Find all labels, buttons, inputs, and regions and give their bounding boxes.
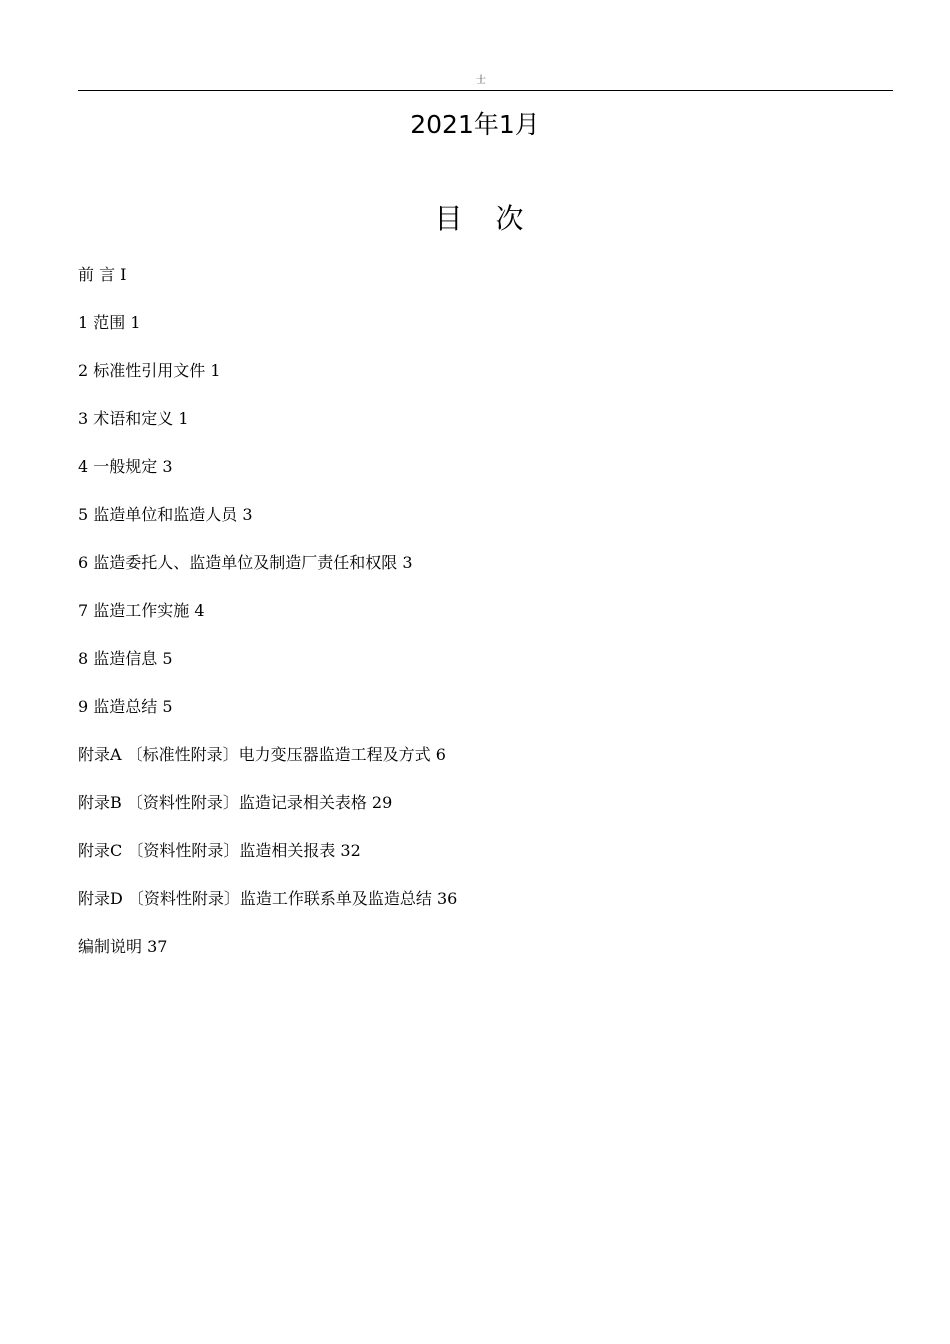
toc-item-supervision-unit-personnel[interactable]: 5 监造单位和监造人员 3	[78, 505, 253, 524]
toc-item-supervision-summary[interactable]: 9 监造总结 5	[78, 697, 173, 716]
toc-item-appendix-d[interactable]: 附录D 〔资料性附录〕监造工作联系单及监造总结 36	[78, 889, 458, 908]
toc-title: 目 次	[434, 202, 536, 235]
toc-list	[78, 262, 457, 982]
toc-item-terms-definitions[interactable]: 3 术语和定义 1	[78, 409, 189, 428]
date-line: 2021年1月	[410, 110, 540, 139]
toc-item-supervision-information[interactable]: 8 监造信息 5	[78, 649, 173, 668]
toc-item-appendix-a[interactable]: 附录A 〔标准性附录〕电力变压器监造工程及方式 6	[78, 745, 446, 764]
toc-item-supervision-implementation[interactable]: 7 监造工作实施 4	[78, 601, 205, 620]
toc-item-compilation-notes[interactable]: 编制说明 37	[78, 937, 168, 956]
header-mark: 士	[476, 75, 486, 86]
toc-item-responsibilities-authority[interactable]: 6 监造委托人、监造单位及制造厂责任和权限 3	[78, 553, 413, 572]
header-rule	[78, 90, 893, 91]
toc-item-appendix-b[interactable]: 附录B 〔资料性附录〕监造记录相关表格 29	[78, 793, 393, 812]
toc-item-general-provisions[interactable]: 4 一般规定 3	[78, 457, 173, 476]
toc-item-normative-references[interactable]: 2 标准性引用文件 1	[78, 361, 221, 380]
toc-item-appendix-c[interactable]: 附录C 〔资料性附录〕监造相关报表 32	[78, 841, 361, 860]
toc-item-preface[interactable]: 前 言 I	[78, 265, 127, 284]
toc-item-scope[interactable]: 1 范围 1	[78, 313, 141, 332]
